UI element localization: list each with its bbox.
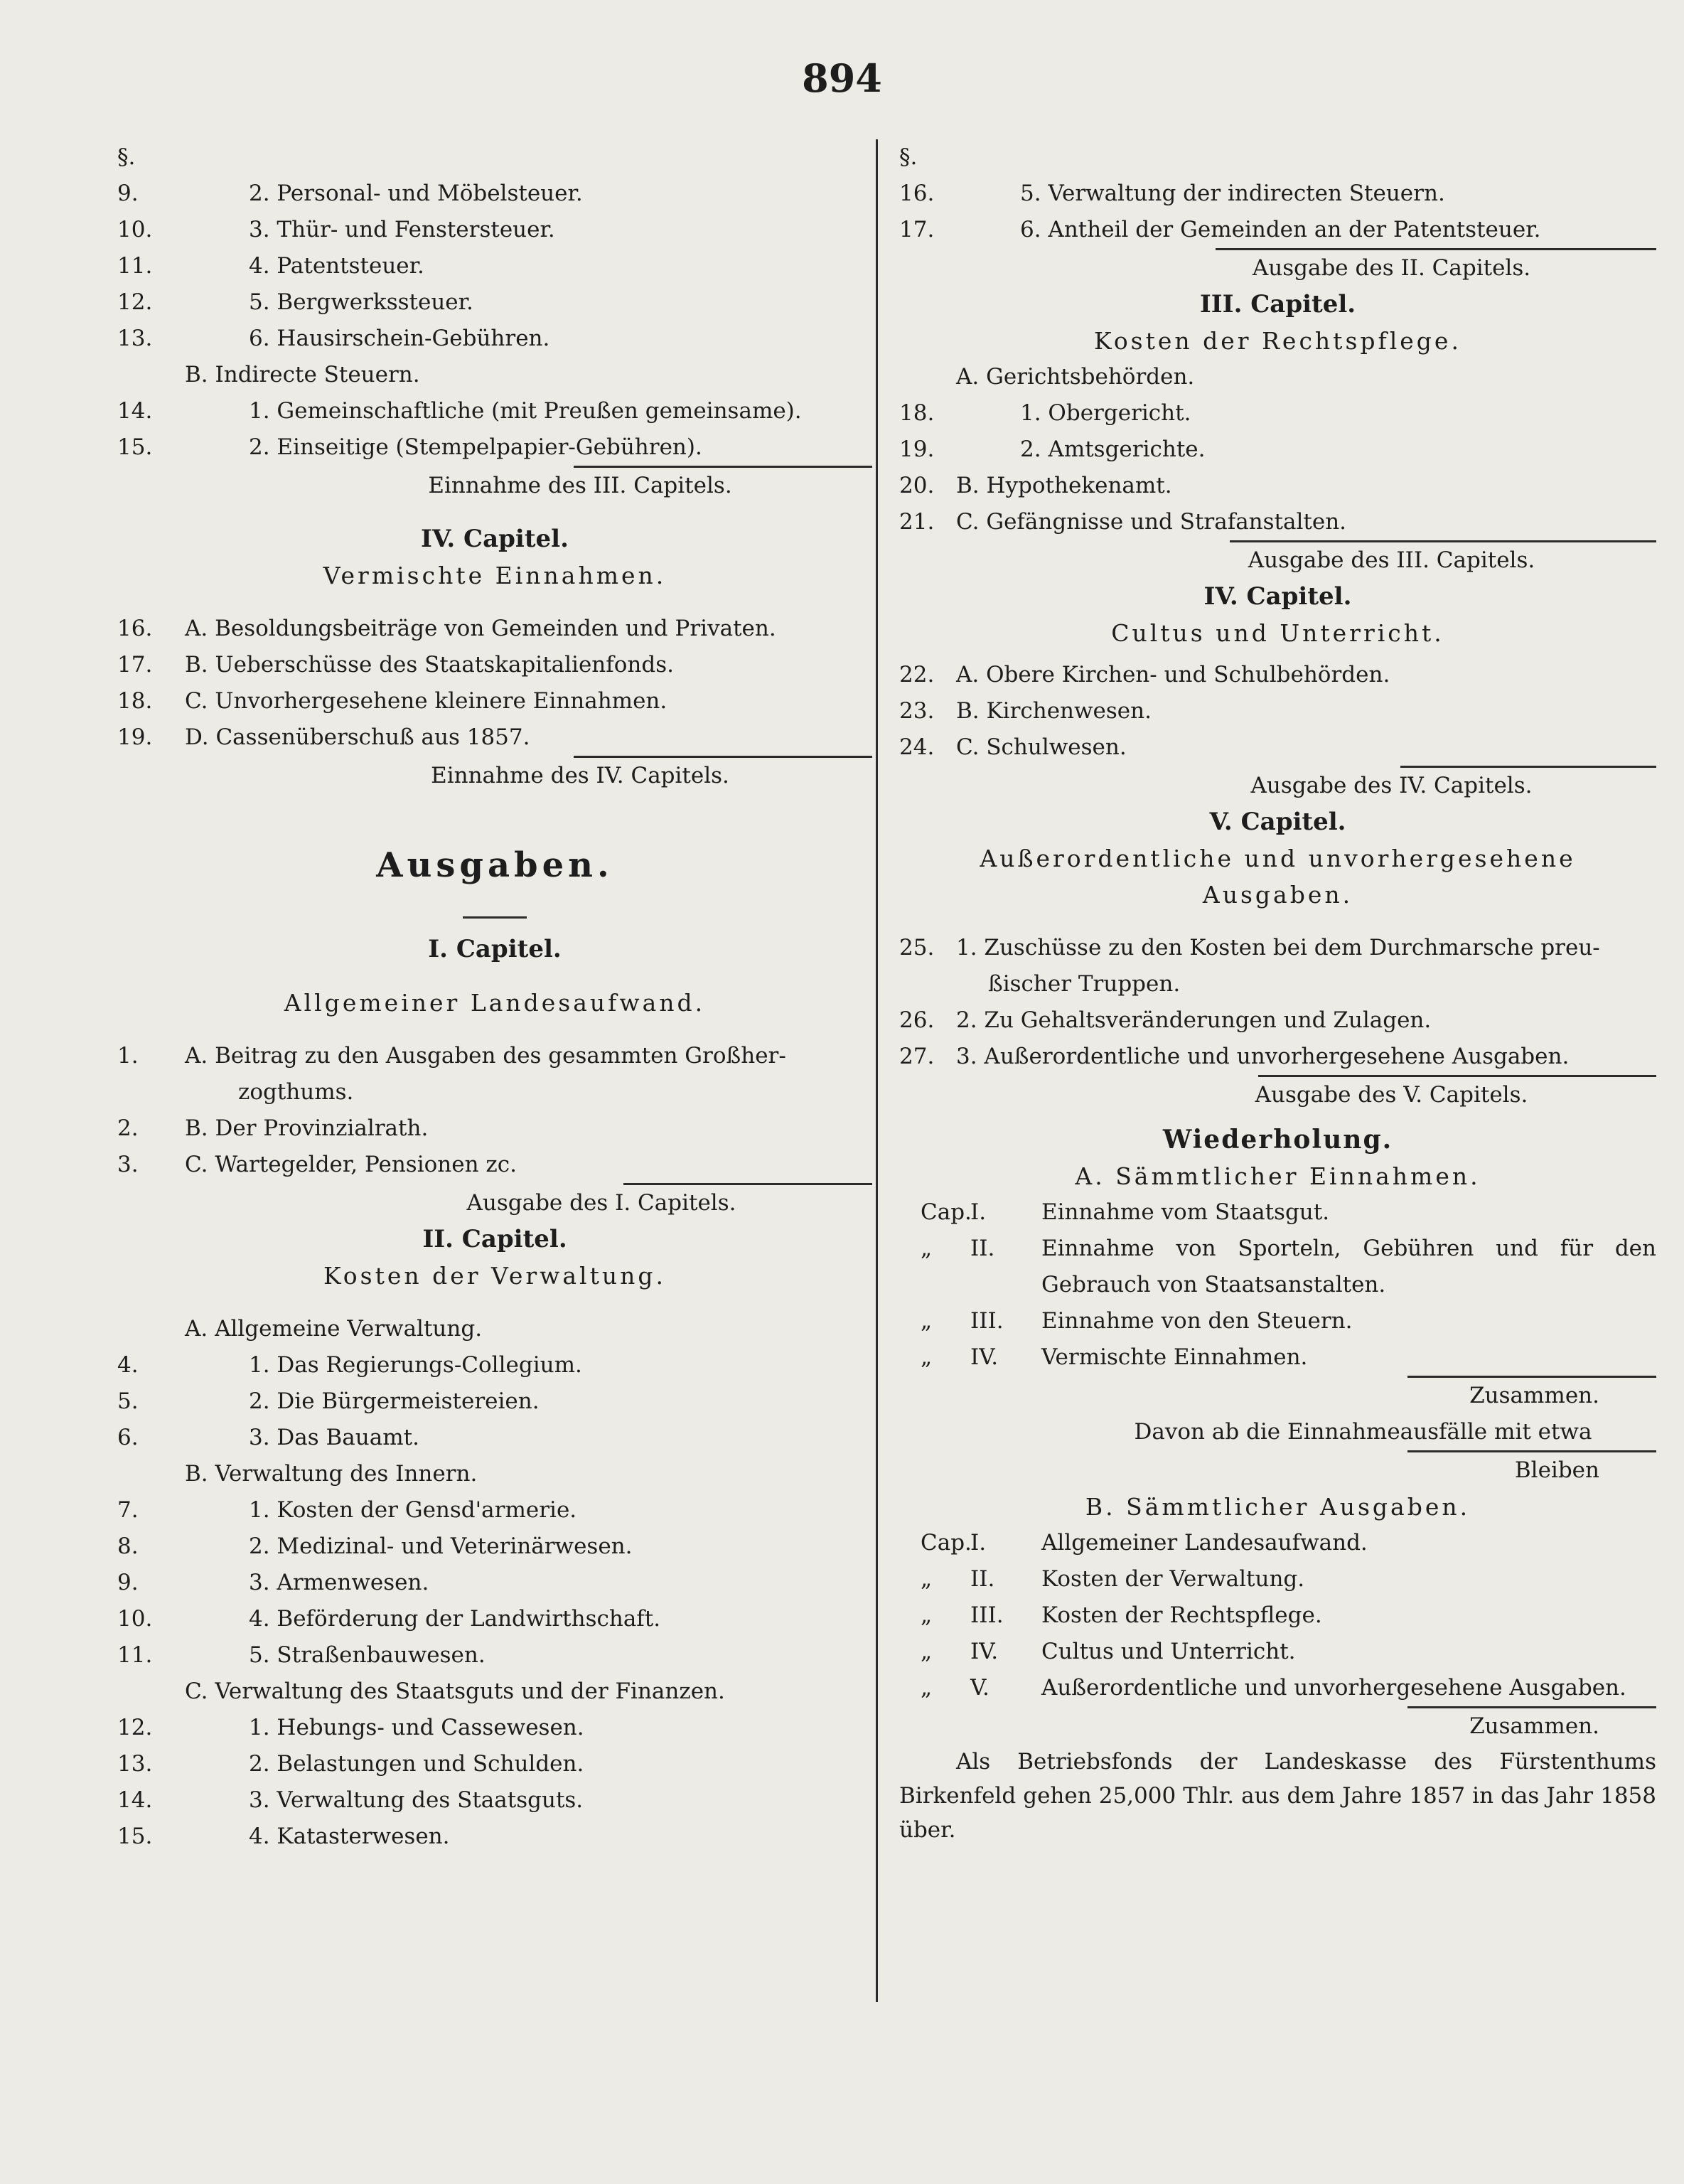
list-item: 22. A. Obere Kirchen- und Schulbehörden. bbox=[899, 662, 1390, 687]
summary-total: Zusammen. bbox=[1469, 1713, 1599, 1739]
chapter-heading: V. Capitel. bbox=[1209, 808, 1346, 836]
list-item: 7. 1. Kosten der Gensd'armerie. bbox=[117, 1497, 577, 1523]
list-item: 24. C. Schulwesen. bbox=[899, 734, 1127, 760]
list-item: 15. 4. Katasterwesen. bbox=[117, 1824, 450, 1849]
list-item: 14. 3. Verwaltung des Staatsguts. bbox=[117, 1787, 584, 1813]
chapter-heading: IV. Capitel. bbox=[1203, 582, 1352, 611]
list-item: 19. D. Cassenüberschuß aus 1857. bbox=[117, 724, 530, 750]
closing-paragraph: Als Betriebsfonds der Landeskasse des Fürstenthums Birkenfeld gehen 25,000 Thlr. aus dem Jahre 1857 in das Jahr 1858 über. bbox=[899, 1749, 1656, 1843]
list-item: 17. 6. Antheil der Gemeinden an der Patentsteuer. bbox=[899, 217, 1541, 242]
summary-row: „ IV. Cultus und Unterricht. bbox=[921, 1639, 1296, 1664]
summary-row: „ II. Einnahme von Sporteln, Gebühren und für den Gebrauch von Staatsanstalten. bbox=[921, 1236, 1656, 1297]
list-item: 12. 5. Bergwerkssteuer. bbox=[117, 289, 473, 315]
list-item: 15. 2. Einseitige (Stempelpapier-Gebühren). bbox=[117, 434, 702, 460]
list-item-continuation: zogthums. bbox=[238, 1079, 354, 1105]
chapter-title: Kosten der Verwaltung. bbox=[323, 1262, 666, 1290]
list-item: 18. 1. Obergericht. bbox=[899, 400, 1191, 426]
list-item: 16. 5. Verwaltung der indirecten Steuern. bbox=[899, 181, 1445, 206]
chapter-total: Einnahme des IV. Capitels. bbox=[431, 763, 729, 788]
chapter-title: Allgemeiner Landesaufwand. bbox=[284, 989, 706, 1017]
list-item: 25. 1. Zuschüsse zu den Kosten bei dem Durchmarsche preu- bbox=[899, 935, 1600, 960]
summary-row: Cap. I. Einnahme vom Staatsgut. bbox=[921, 1199, 1330, 1225]
chapter-total: Ausgabe des I. Capitels. bbox=[466, 1190, 736, 1216]
summary-row: „ III. Kosten der Rechtspflege. bbox=[921, 1602, 1322, 1628]
summary-remaining: Bleiben bbox=[1514, 1457, 1599, 1483]
list-item: 4. 1. Das Regierungs-Collegium. bbox=[117, 1352, 582, 1378]
summary-title: Wiederholung. bbox=[1162, 1125, 1393, 1155]
title-rule bbox=[463, 916, 527, 919]
list-item: 10. 3. Thür- und Fenstersteuer. bbox=[117, 217, 555, 242]
summary-subtitle: B. Sämmtlicher Ausgaben. bbox=[1085, 1493, 1471, 1521]
chapter-heading: IV. Capitel. bbox=[421, 525, 569, 553]
list-item: 9. 3. Armenwesen. bbox=[117, 1570, 429, 1595]
left-column bbox=[117, 139, 872, 1855]
list-item: 10. 4. Beförderung der Landwirthschaft. bbox=[117, 1606, 661, 1632]
list-item: 2. B. Der Provinzialrath. bbox=[117, 1115, 429, 1141]
summary-row: Cap. I. Allgemeiner Landesaufwand. bbox=[921, 1530, 1368, 1556]
chapter-total: Ausgabe des IV. Capitels. bbox=[1250, 773, 1533, 798]
chapter-heading: III. Capitel. bbox=[1199, 290, 1356, 318]
summary-row: „ III. Einnahme von den Steuern. bbox=[921, 1308, 1353, 1334]
chapter-total: Ausgabe des II. Capitels. bbox=[1252, 255, 1531, 281]
list-item-continuation: ßischer Truppen. bbox=[988, 971, 1181, 997]
chapter-title: Kosten der Rechtspflege. bbox=[1094, 327, 1462, 355]
list-item: 20. B. Hypothekenamt. bbox=[899, 473, 1172, 498]
summary-row: „ V. Außerordentliche und unvorhergesehene Ausgaben. bbox=[921, 1675, 1626, 1701]
subsection-heading: C. Verwaltung des Staatsguts und der Finanzen. bbox=[185, 1679, 725, 1704]
list-item: 19. 2. Amtsgerichte. bbox=[899, 437, 1206, 462]
list-item: 26. 2. Zu Gehaltsveränderungen und Zulagen. bbox=[899, 1007, 1432, 1033]
section-mark: §. bbox=[899, 144, 918, 170]
list-item: 18. C. Unvorhergesehene kleinere Einnahmen. bbox=[117, 688, 667, 714]
list-item: 12. 1. Hebungs- und Cassewesen. bbox=[117, 1715, 584, 1740]
list-item: 11. 5. Straßenbauwesen. bbox=[117, 1642, 486, 1668]
list-item: 6. 3. Das Bauamt. bbox=[117, 1425, 419, 1450]
subsection-heading: B. Verwaltung des Innern. bbox=[185, 1461, 478, 1487]
summary-row: „ IV. Vermischte Einnahmen. bbox=[921, 1344, 1308, 1370]
chapter-heading: II. Capitel. bbox=[422, 1225, 567, 1253]
subsection-heading: B. Indirecte Steuern. bbox=[185, 362, 420, 387]
list-item: 23. B. Kirchenwesen. bbox=[899, 698, 1152, 724]
list-item: 8. 2. Medizinal- und Veterinärwesen. bbox=[117, 1533, 633, 1559]
chapter-title: Cultus und Unterricht. bbox=[1111, 619, 1444, 647]
subsection-heading: A. Allgemeine Verwaltung. bbox=[185, 1316, 483, 1342]
list-item: 16. A. Besoldungsbeiträge von Gemeinden und Privaten. bbox=[117, 616, 776, 641]
subsection-heading: A. Gerichtsbehörden. bbox=[956, 364, 1195, 390]
list-item: 17. B. Ueberschüsse des Staatskapitalienfonds. bbox=[117, 652, 674, 678]
chapter-title: Ausgaben. bbox=[1202, 881, 1353, 909]
section-mark: §. bbox=[117, 144, 136, 170]
page-number: 894 bbox=[802, 55, 882, 101]
column-divider bbox=[876, 139, 878, 2002]
list-item: 14. 1. Gemeinschaftliche (mit Preußen gemeinsame). bbox=[117, 398, 802, 424]
summary-subtitle: A. Sämmtlicher Einnahmen. bbox=[1075, 1162, 1481, 1190]
summary-deduction: Davon ab die Einnahmeausfälle mit etwa bbox=[1134, 1419, 1592, 1445]
section-title: Ausgaben. bbox=[376, 845, 613, 885]
chapter-total: Ausgabe des V. Capitels. bbox=[1255, 1082, 1528, 1108]
chapter-total: Einnahme des III. Capitels. bbox=[428, 473, 732, 498]
chapter-heading: I. Capitel. bbox=[428, 935, 562, 963]
summary-row: „ II. Kosten der Verwaltung. bbox=[921, 1566, 1305, 1592]
list-item: 21. C. Gefängnisse und Strafanstalten. bbox=[899, 509, 1347, 535]
list-item: 13. 6. Hausirschein-Gebühren. bbox=[117, 326, 550, 351]
list-item: 11. 4. Patentsteuer. bbox=[117, 253, 424, 279]
summary-total: Zusammen. bbox=[1469, 1383, 1599, 1408]
list-item: 27. 3. Außerordentliche und unvorhergesehene Ausgaben. bbox=[899, 1044, 1570, 1069]
chapter-title: Außerordentliche und unvorhergesehene bbox=[980, 845, 1576, 872]
chapter-total: Ausgabe des III. Capitels. bbox=[1248, 547, 1535, 573]
list-item: 1. A. Beitrag zu den Ausgaben des gesammten Großher- bbox=[117, 1043, 786, 1069]
list-item: 9. 2. Personal- und Möbelsteuer. bbox=[117, 181, 583, 206]
chapter-title: Vermischte Einnahmen. bbox=[323, 562, 667, 589]
list-item: 3. C. Wartegelder, Pensionen zc. bbox=[117, 1152, 517, 1177]
right-column bbox=[899, 139, 1656, 1847]
list-item: 13. 2. Belastungen und Schulden. bbox=[117, 1751, 584, 1777]
list-item: 5. 2. Die Bürgermeistereien. bbox=[117, 1388, 540, 1414]
